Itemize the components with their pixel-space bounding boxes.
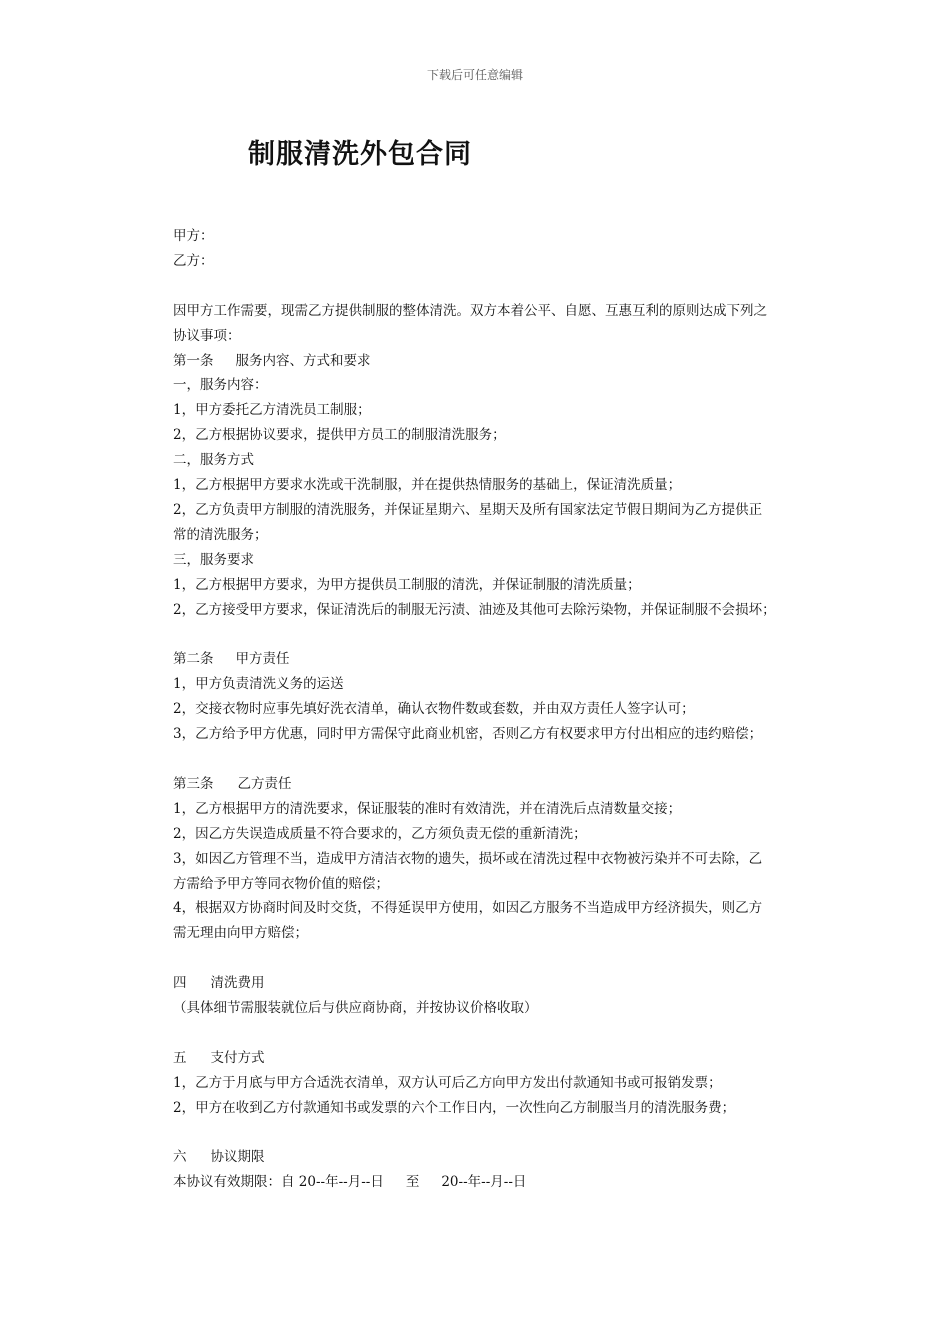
party-a-line: 甲方： xyxy=(173,228,214,244)
article1-sec1-heading: 一，服务内容： xyxy=(173,377,268,394)
spacer xyxy=(173,1121,813,1146)
article1-label: 第一条 xyxy=(173,352,214,369)
spacer xyxy=(173,747,813,772)
article3-item: 方需给予甲方等同衣物价值的赔偿； xyxy=(173,875,389,892)
section5-item: 2，甲方在收到乙方付款通知书或发票的六个工作日内，一次性向乙方制服当月的清洗服务费； xyxy=(173,1099,736,1116)
term-from: 本协议有效期限：自 20--年--月--日 xyxy=(173,1174,384,1191)
article1-heading xyxy=(173,349,813,374)
document-body xyxy=(173,224,813,1195)
section4-title: 清洗费用 xyxy=(210,975,265,992)
article1-sec3-item: 2，乙方接受甲方要求，保证清洗后的制服无污渍、油迹及其他可去除污染物，并保证制服不会损坏； xyxy=(173,601,776,618)
section5-item: 1，乙方于月底与甲方合适洗衣清单，双方认可后乙方向甲方发出付款通知书或可报销发票； xyxy=(173,1074,722,1091)
article1-sec2-item: 2，乙方负责甲方制服的清洗服务，并保证星期六、星期天及所有国家法定节假日期间为乙方提供正 xyxy=(173,501,763,518)
article2-item: 2，交接衣物时应事先填好洗衣清单，确认衣物件数或套数，并由双方责任人签字认可； xyxy=(173,701,695,718)
party-b-line: 乙方： xyxy=(173,252,214,269)
intro-line: 协议事项： xyxy=(173,327,241,344)
term-to-word: 至 xyxy=(405,1174,420,1191)
article3-item: 2，因乙方失误造成质量不符合要求的，乙方须负责无偿的重新清洗； xyxy=(173,825,587,842)
article1-sec3-heading: 三，服务要求 xyxy=(173,551,254,568)
section6-term xyxy=(173,1170,813,1195)
section4-label: 四 xyxy=(173,975,187,992)
intro-line: 因甲方工作需要，现需乙方提供制服的整体清洗。双方本着公平、自愿、互惠互利的原则达成下列之 xyxy=(173,302,767,319)
spacer xyxy=(173,622,813,647)
spacer xyxy=(173,274,813,299)
article3-item: 3，如因乙方管理不当，造成甲方清洁衣物的遗失，损坏或在清洗过程中衣物被污染并不可去除，乙 xyxy=(173,850,763,867)
article3-item: 4，根据双方协商时间及时交货，不得延误甲方使用，如因乙方服务不当造成甲方经济损失，则乙方 xyxy=(173,900,763,917)
article1-sec3-item: 1，乙方根据甲方要求，为甲方提供员工制服的清洗，并保证制服的清洗质量； xyxy=(173,576,641,593)
section4-heading xyxy=(173,971,813,996)
section5-label: 五 xyxy=(173,1049,187,1066)
article2-item: 3，乙方给予甲方优惠，同时甲方需保守此商业机密，否则乙方有权要求甲方付出相应的违约赔偿； xyxy=(173,726,763,743)
spacer xyxy=(173,1021,813,1046)
section4-note: （具体细节需服装就位后与供应商协商，并按协议价格收取） xyxy=(173,1000,538,1017)
article2-label: 第二条 xyxy=(173,651,214,668)
article3-label: 第三条 xyxy=(173,775,214,792)
article3-item: 1，乙方根据甲方的清洗要求，保证服装的准时有效清洗，并在清洗后点清数量交接； xyxy=(173,800,682,817)
section5-title: 支付方式 xyxy=(210,1049,265,1066)
article1-sec2-heading: 二，服务方式 xyxy=(173,452,254,469)
article1-sec2-item: 常的清洗服务； xyxy=(173,526,268,543)
section6-heading xyxy=(173,1145,813,1170)
header-note: 下载后可任意编辑 xyxy=(426,68,523,82)
document-title: 制服清洗外包合同 xyxy=(248,139,472,170)
article1-sec1-item: 2，乙方根据协议要求，提供甲方员工的制服清洗服务； xyxy=(173,427,506,444)
spacer xyxy=(173,946,813,971)
article2-title: 甲方责任 xyxy=(235,651,290,668)
section5-heading xyxy=(173,1046,813,1071)
article1-sec2-item: 1，乙方根据甲方要求水洗或干洗制服，并在提供热情服务的基础上，保证清洗质量； xyxy=(173,477,682,494)
article2-item: 1，甲方负责清洗义务的运送 xyxy=(173,676,344,693)
article2-heading xyxy=(173,647,813,672)
article3-item: 需无理由向甲方赔偿； xyxy=(173,925,308,942)
section6-title: 协议期限 xyxy=(210,1149,265,1166)
article3-title: 乙方责任 xyxy=(237,775,292,792)
article1-sec1-item: 1，甲方委托乙方清洗员工制服； xyxy=(173,402,371,419)
article1-title: 服务内容、方式和要求 xyxy=(235,352,371,369)
section6-label: 六 xyxy=(173,1149,187,1166)
term-until: 20--年--月--日 xyxy=(441,1174,527,1191)
article3-heading xyxy=(173,772,813,797)
